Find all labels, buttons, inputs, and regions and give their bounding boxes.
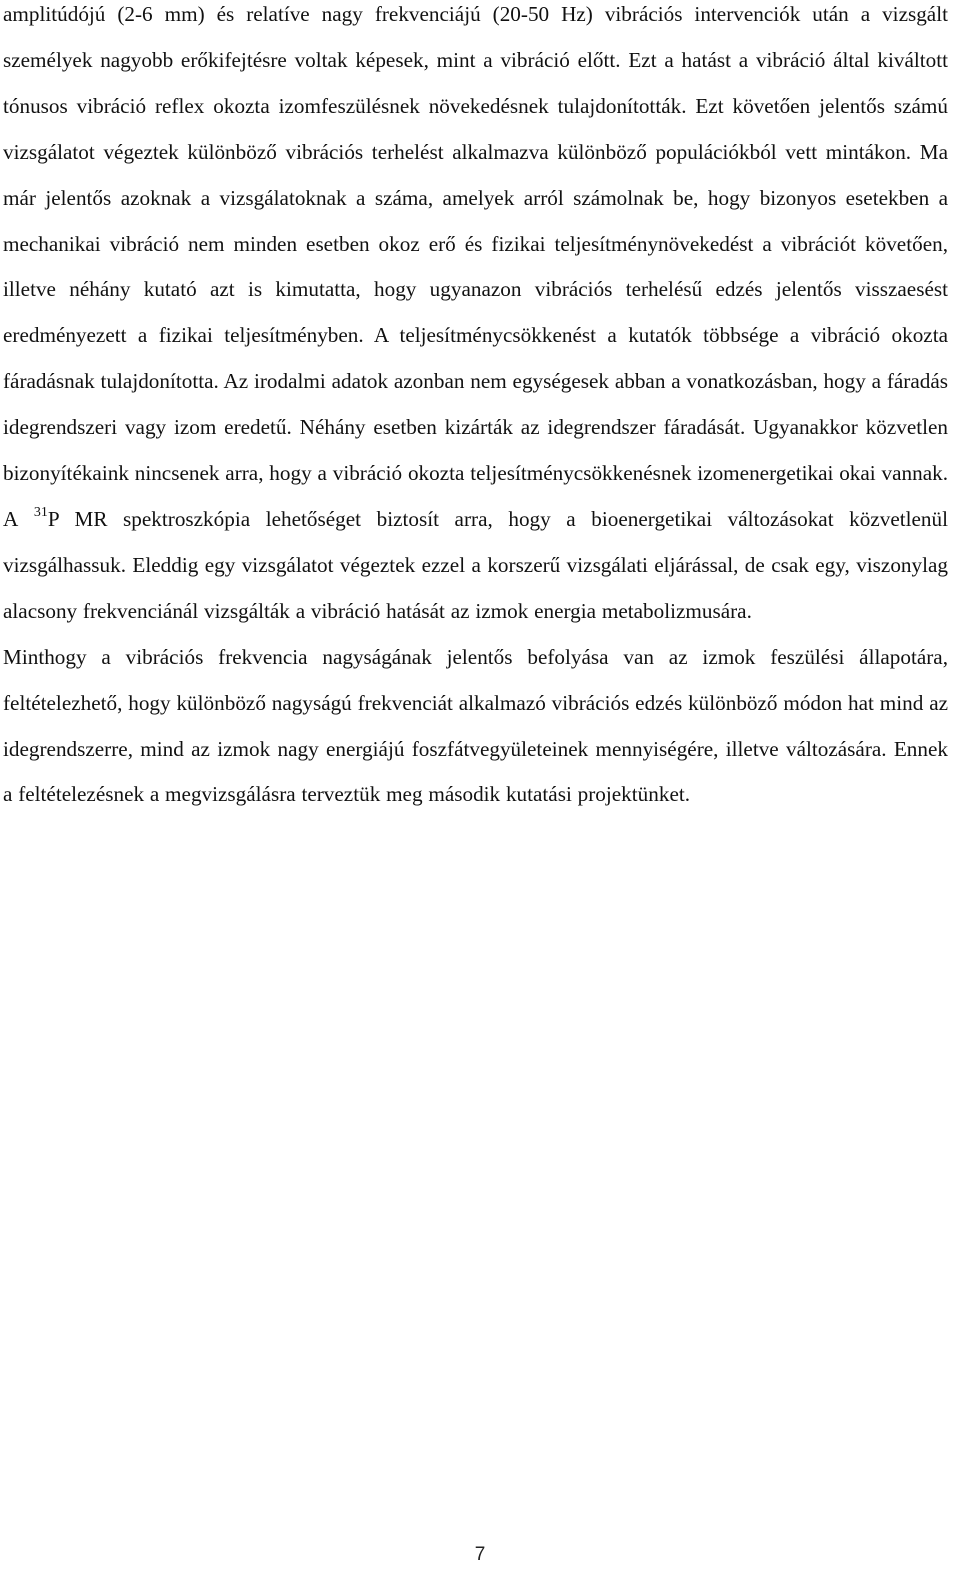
page-number: 7 <box>474 1544 486 1565</box>
document-body <box>3 0 948 818</box>
paragraph-1-text-a: amplitúdójú (2-6 mm) és relatíve nagy frekvenciájú (20-50 Hz) vibrációs intervenciók után a vizsgált személyek nagyobb erőkifejtésre voltak képesek, mint a vibráció előtt. Ezt a hatást a vibráció által kiváltott tónusos vibráció reflex okozta izomfeszülésnek növekedésnek tulajdonították. Ezt követően jelentős számú vizsgálatot végeztek különböző vibrációs terhelést alkalmazva különböző populációkból vett mintákon. Ma már jelentős azoknak a vizsgálatoknak a száma, amelyek arról számolnak be, hogy bizonyos esetekben a mechanikai vibráció nem minden esetben okoz erő és fizikai teljesítménynövekedést a vibrációt követően, illetve néhány kutató azt is kimutatta, hogy ugyanazon vibrációs terhelésű edzés jelentős visszaesést eredményezett a fizikai teljesítményben. A teljesítménycsökkenést a kutatók többsége a vibráció okozta fáradásnak tulajdonította. Az irodalmi adatok azonban nem egységesek abban a vonatkozásban, hogy a fáradás idegrendszeri vagy izom eredetű. Néhány esetben kizárták az idegrendszer fáradását. Ugyanakkor közvetlen bizonyítékaink nincsenek arra, hogy a vibráció okozta teljesítménycsökkenésnek izomenergetikai okai vannak. A <box>3 2 948 531</box>
paragraph-1-text-b: P MR spektroszkópia lehetőséget biztosít arra, hogy a bioenergetikai változásokat közvetlenül vizsgálhassuk. Eleddig egy vizsgálatot végeztek ezzel a korszerű vizsgálati eljárással, de csak egy, viszonylag alacsony frekvenciánál vizsgálták a vibráció hatását az izmok energia metabolizmusára. <box>3 506 948 623</box>
isotope-superscript: 31 <box>33 504 48 520</box>
body-paragraph-1 <box>3 0 948 635</box>
body-paragraph-2: Minthogy a vibrációs frekvencia nagyságának jelentős befolyása van az izmok feszülési állapotára, feltételezhető, hogy különböző nagyságú frekvenciát alkalmazó vibrációs edzés különböző módon hat mind az idegrendszerre, mind az izmok nagy energiájú foszfátvegyületeinek mennyiségére, illetve változására. Ennek a feltételezésnek a megvizsgálásra terveztük meg második kutatási projektünket. <box>3 644 948 807</box>
